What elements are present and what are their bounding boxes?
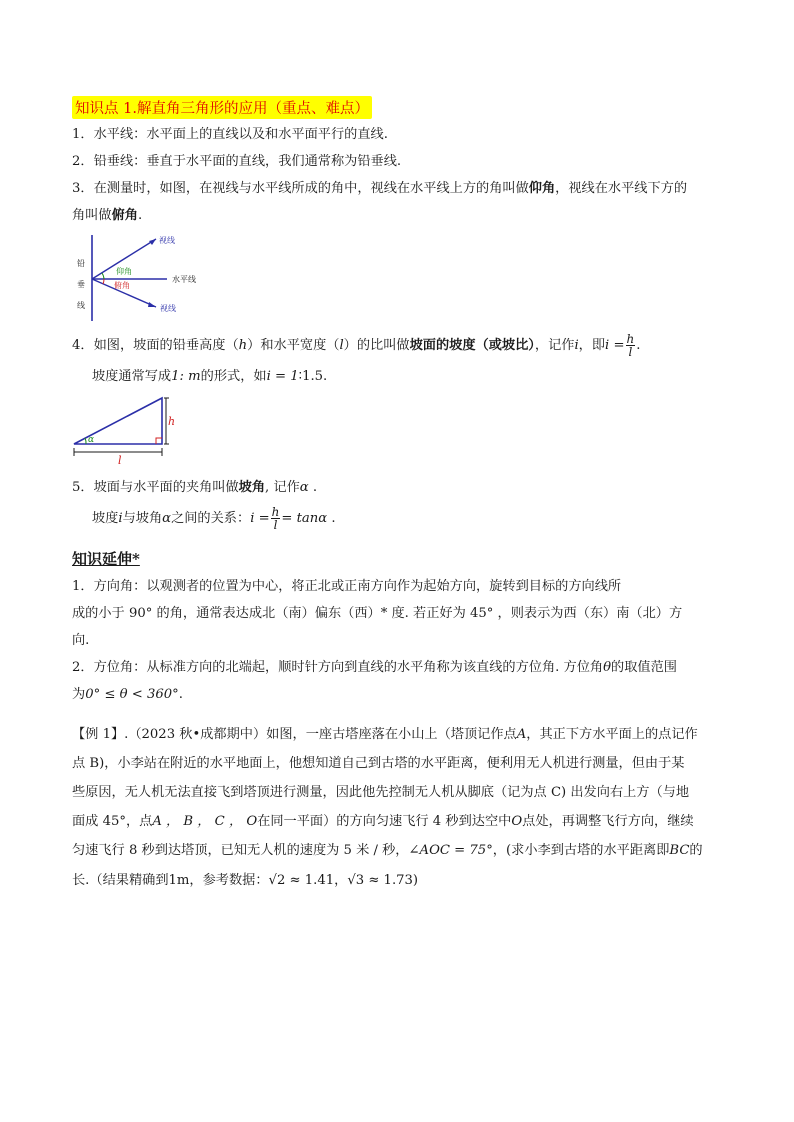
var-i: i	[574, 338, 579, 353]
equation-lhs: i =	[250, 511, 270, 526]
item-text: ，参考数据：	[189, 873, 269, 888]
example-line-1	[72, 720, 724, 749]
label-vertical-3: 线	[77, 301, 85, 310]
item-text: 的取值范围	[611, 660, 677, 675]
item-text: .	[327, 511, 336, 526]
extension-item-1-line3	[72, 627, 724, 654]
item-number: 4．	[72, 338, 94, 353]
item-text: ，即	[578, 338, 606, 353]
sqrt3-ref: √3 ≈ 1.73	[347, 873, 413, 888]
item-text: 之间的关系：	[171, 511, 251, 526]
label-l: l	[118, 454, 122, 467]
item-text: .	[308, 480, 318, 495]
item-text: 坡度	[92, 511, 119, 526]
fraction-h-over-l	[271, 506, 281, 531]
example-line-3: 些原因，无人机无法直接飞到塔顶进行测量，因此他先控制无人机从脚底（记为点 C) 出发向右上方（与地	[72, 785, 690, 800]
label-horizontal: 水平线	[172, 275, 196, 284]
slope-figure	[72, 392, 724, 470]
item-text: 在测量时，如图，在视线与水平线所成的角中，视线在水平线上方的角叫做	[93, 181, 529, 196]
extension-item-1-line2	[72, 600, 724, 627]
item-text: 坡度通常写成	[92, 369, 172, 384]
page	[72, 96, 724, 896]
item-number: 1．	[72, 127, 94, 142]
arrow-up-icon	[149, 239, 156, 245]
equation-lhs: i =	[605, 338, 625, 353]
item-text: 与坡角	[122, 511, 163, 526]
segment-bc: BC	[669, 843, 690, 858]
item-3	[72, 175, 724, 202]
item-4-line2	[72, 363, 724, 390]
item-text: 角叫做	[72, 208, 112, 223]
label-alpha: α	[88, 435, 95, 445]
item-text: 的形式，如	[200, 369, 267, 384]
var-l: l	[339, 338, 344, 353]
item-text: ）和水平宽度（	[247, 338, 340, 353]
item-text: 匀速飞行 8 秒到达塔顶，已知无人机的速度为 5 米 / 秒，	[72, 843, 409, 858]
equation-rhs: = tanα	[281, 511, 328, 526]
sqrt2-ref: √2 ≈ 1.41	[268, 873, 335, 888]
frac-den: l	[273, 518, 278, 532]
term-slope-angle: 坡角	[238, 480, 266, 495]
item-text: ，(求小李到古塔的水平距离即	[492, 843, 670, 858]
label-sight-down: 视线	[160, 304, 176, 313]
ratio-example: i = 1	[266, 369, 299, 384]
item-text: 【例 1】.（2023 秋•成都期中）如图，一座古塔座落在小山上（塔顶记作点	[72, 727, 517, 742]
term-slope-ratio: 坡面的坡度（或坡比）	[409, 338, 535, 353]
fraction-h-over-l	[626, 333, 636, 358]
extension-title: 知识延伸*	[72, 550, 140, 568]
item-text: 铅垂线：垂直于水平面的直线，我们通常称为铅垂线.	[93, 154, 402, 169]
var-alpha: α	[299, 480, 309, 495]
example-line-4	[72, 807, 724, 836]
label-elevation: 仰角	[116, 267, 132, 276]
depression-arc	[103, 279, 104, 284]
var-alpha: α	[162, 511, 172, 526]
item-text: ，视线在水平线下方的	[555, 181, 688, 196]
term-elevation: 仰角	[528, 181, 556, 196]
item-text: ，	[334, 873, 348, 888]
point-o: O	[511, 814, 523, 829]
example-1	[72, 720, 724, 896]
knowledge-point-heading: 知识点 1.解直角三角形的应用（重点、难点）	[72, 96, 372, 119]
item-text: 长.（结果精确到	[72, 873, 169, 888]
item-text: 的	[689, 843, 703, 858]
extension-item-2	[72, 654, 724, 681]
item-text: .	[137, 208, 143, 223]
item-text: , 记作	[265, 480, 300, 495]
item-number: 5．	[72, 480, 94, 495]
item-number: 1．	[72, 579, 94, 594]
item-text: .	[636, 338, 641, 353]
item-text: ∶1.5.	[298, 369, 328, 384]
item-text: ）的比叫做	[343, 338, 410, 353]
points-list: A ， B ， C ， O	[152, 814, 258, 829]
elevation-depression-figure	[72, 233, 724, 325]
item-1	[72, 121, 724, 148]
label-depression: 俯角	[114, 281, 130, 290]
item-text: 面成 45°，点	[72, 814, 153, 829]
item-text: 如图，坡面的铅垂高度（	[93, 338, 239, 353]
item-4	[72, 329, 724, 363]
extension-item-1	[72, 573, 724, 600]
item-5-line2	[72, 501, 724, 537]
item-text: 方位角：从标准方向的北端起，顺时针方向到直线的水平角称为该直线的方位角. 方位角	[93, 660, 604, 675]
ratio-form: 1: m	[171, 369, 201, 384]
angle-aoc: ∠AOC = 75°	[408, 843, 493, 858]
label-h: h	[168, 415, 176, 428]
slope-diagram	[72, 392, 192, 470]
item-text: .	[178, 687, 183, 702]
var-h: h	[238, 338, 248, 353]
frac-num: h	[626, 332, 635, 346]
item-text: )	[412, 873, 419, 888]
alpha-arc	[85, 438, 86, 444]
example-line-2: 点 B)，小李站在附近的水平地面上，他想知道自己到古塔的水平距离，便利用无人机进行测量，但由于某	[72, 756, 685, 771]
item-5	[72, 474, 724, 501]
item-text: 坡面与水平面的夹角叫做	[93, 480, 239, 495]
item-text: 为	[72, 687, 86, 702]
label-sight-up: 视线	[159, 236, 175, 245]
frac-num: h	[271, 505, 280, 519]
item-text: 成的小于 90° 的角，通常表达成北（南）偏东（西）* 度. 若正好为 45° ，则表示为西（东）南（北）方	[72, 606, 683, 621]
item-3-cont	[72, 202, 724, 229]
item-text: ，记作	[534, 338, 575, 353]
item-number: 2．	[72, 154, 94, 169]
term-depression: 俯角	[111, 208, 138, 223]
elevation-depression-diagram	[72, 233, 242, 325]
item-text: 向.	[72, 633, 90, 648]
item-text: 在同一平面）的方向匀速飞行 4 秒到达空中	[257, 814, 512, 829]
item-text: ，其正下方水平面上的点记作	[526, 727, 698, 742]
point-a: A	[516, 727, 527, 742]
label-vertical-2: 垂	[77, 280, 85, 289]
arrow-down-icon	[148, 302, 156, 307]
extension-item-2-line2	[72, 681, 724, 708]
frac-den: l	[628, 345, 633, 359]
label-vertical-1: 铅	[77, 259, 85, 268]
item-number: 2．	[72, 660, 94, 675]
example-line-5	[72, 836, 724, 865]
item-text: 水平线：水平面上的直线以及和水平面平行的直线.	[93, 127, 388, 142]
item-text: 点处，再调整飞行方向，继续	[522, 814, 694, 829]
item-text: 方向角：以观测者的位置为中心，将正北或正南方向作为起始方向，旋转到目标的方向线所	[93, 579, 622, 594]
precision-unit: 1m	[168, 873, 190, 888]
example-line-6	[72, 865, 724, 896]
azimuth-range: 0° ≤ θ < 360°	[85, 687, 179, 702]
item-2	[72, 148, 724, 175]
var-theta: θ	[603, 660, 612, 675]
right-angle-mark	[156, 438, 162, 444]
var-i: i	[118, 511, 123, 526]
elevation-arc	[102, 273, 104, 279]
item-number: 3．	[72, 181, 94, 196]
